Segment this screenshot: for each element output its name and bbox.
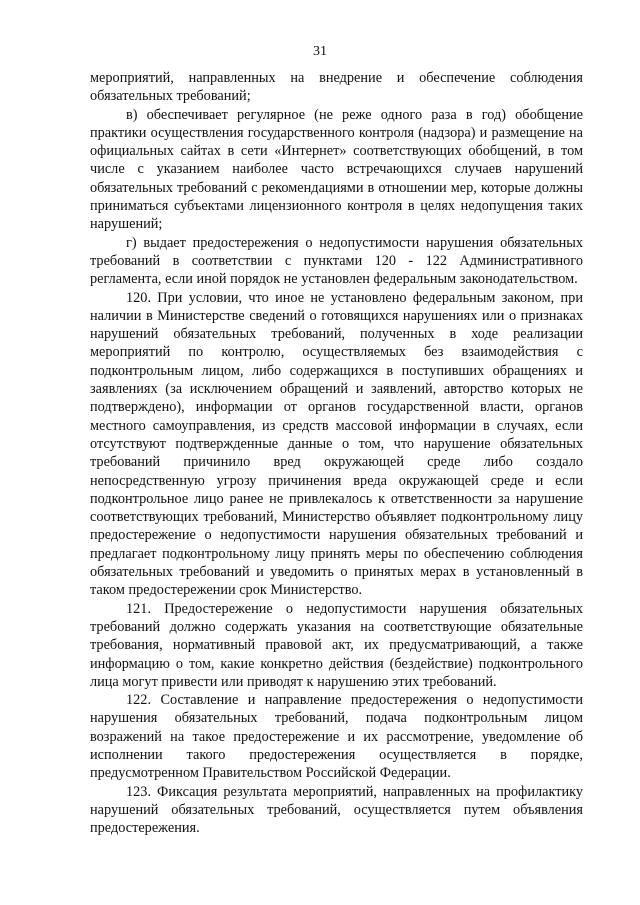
- page-number: 31: [313, 44, 327, 59]
- paragraph-item-v: в) обеспечивает регулярное (не реже одного раза в год) обобщение практики осуществления государственного контроля (надзора) и размещение на официальных сайтах в сети «Интернет» соответствующих обобщений, в том числе с указанием наиболее часто встречающихся случаев нарушений обязательных требований с рекомендациями в отношении мер, которые должны приниматься субъектами лицензионного контроля в целях недопущения таких нарушений;: [90, 106, 583, 233]
- paragraph-item-g: г) выдает предостережения о недопустимости нарушения обязательных требований в соответствии с пунктами 120 - 122 Административного регламента, если иной порядок не установлен федеральным законодательством.: [90, 234, 583, 288]
- paragraph-121: 121. Предостережение о недопустимости нарушения обязательных требований должно содержать указания на соответствующие обязательные требования, нормативный правовой акт, их предусматривающий, а также информацию о том, какие конкретно действия (бездействие) подконтрольного лица могут привести или приводят к нарушению этих требований.: [90, 600, 583, 690]
- paragraph-123: 123. Фиксация результата мероприятий, направленных на профилактику нарушений обязательных требований, осуществляется путем объявления предостережения.: [90, 783, 583, 837]
- document-body: [90, 69, 583, 837]
- paragraph-120: 120. При условии, что иное не установлено федеральным законом, при наличии в Министерстве сведений о готовящихся нарушениях или о признаках нарушений обязательных требований, полученных в ходе реализации мероприятий по контролю, осуществляемых без взаимодействия с подконтрольным лицом, либо содержащихся в поступивших обращениях и заявлениях (за исключением обращений и заявлений, авторство которых не подтверждено), информации от органов государственной власти, органов местного самоуправления, из средств массовой информации в случаях, если отсутствуют подтвержденные данные о том, что нарушение обязательных требований причинило вред окружающей среде либо создало непосредственную угрозу причинения вреда окружающей среде и если подконтрольное лицо ранее не привлекалось к ответственности за нарушение соответствующих требований, Министерство объявляет подконтрольному лицу предостережение о недопустимости нарушения обязательных требований и предлагает подконтрольному лицу принять меры по обеспечению соблюдения обязательных требований и уведомить о принятых мерах в установленный в таком предостережении срок Министерство.: [90, 289, 583, 599]
- paragraph-continuation: мероприятий, направленных на внедрение и обеспечение соблюдения обязательных требований;: [90, 70, 583, 105]
- paragraph-122: 122. Составление и направление предостережения о недопустимости нарушения обязательных требований, подача подконтрольным лицом возражений на такое предостережение и их рассмотрение, уведомление об исполнении такого предостережения осуществляется в порядке, предусмотренном Правительством Российской Федерации.: [90, 692, 583, 782]
